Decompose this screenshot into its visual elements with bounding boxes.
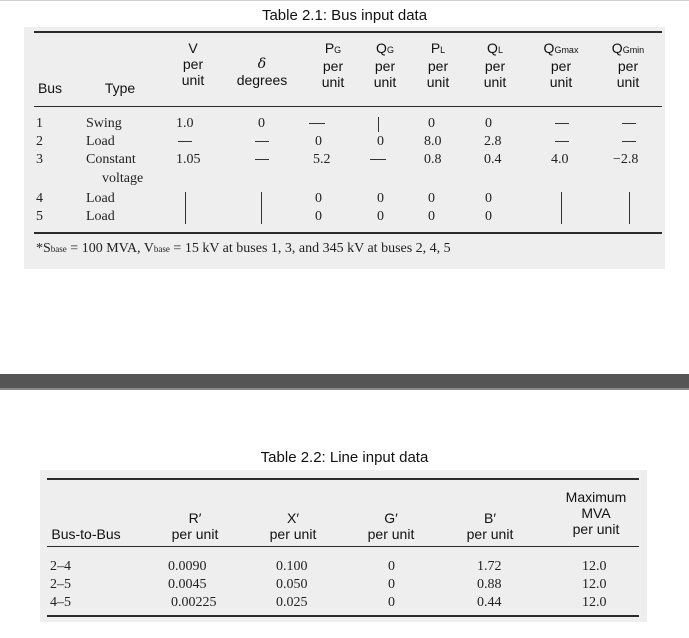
header-delta-symbol: δ	[257, 56, 267, 72]
table1-footnote: *Sbase = 100 MVA, Vbase = 15 kV at buses 1, 3, and 345 kV at buses 2, 4, 5	[36, 241, 451, 256]
cell-bus-to-bus: 2–5	[50, 577, 71, 592]
cell-bus: 2	[36, 134, 43, 149]
cell-type: Swing	[86, 116, 122, 131]
cell-pl: 0	[428, 191, 435, 206]
header-b-line2: per unit	[466, 526, 514, 542]
cell-delta-dash	[261, 192, 262, 224]
header-g-line2: per unit	[367, 526, 415, 542]
cell-v-dash	[185, 192, 186, 224]
cell-b: 1.72	[477, 559, 502, 574]
cell-qg-dash	[378, 117, 379, 132]
section-divider-edge	[0, 388, 689, 390]
header-ql	[472, 40, 518, 90]
cell-r: 0.00225	[171, 595, 217, 610]
cell-pg-dash	[309, 123, 325, 124]
cell-type: Constant	[86, 152, 136, 167]
cell-pg: 0	[315, 209, 322, 224]
cell-type: Load	[86, 209, 115, 224]
table1-bottom-rule	[34, 232, 662, 234]
header-bus: Bus	[37, 80, 63, 96]
cell-pl: 0.8	[424, 152, 442, 167]
cell-x: 0.025	[276, 595, 308, 610]
cell-qg: 0	[377, 191, 384, 206]
cell-v: 1.05	[176, 152, 201, 167]
header-pl-line2: unit	[426, 74, 450, 90]
header-max-mva	[556, 489, 636, 537]
header-delta	[230, 56, 294, 88]
cell-g: 0	[388, 559, 395, 574]
header-qg-symbol: QG	[376, 40, 394, 56]
cell-r: 0.0090	[168, 559, 207, 574]
header-qgmin-line2: unit	[616, 74, 640, 90]
cell-delta-dash	[255, 141, 269, 142]
cell-g: 0	[388, 577, 395, 592]
cell-g: 0	[388, 595, 395, 610]
cell-v: 1.0	[176, 116, 194, 131]
cell-type: Load	[86, 191, 115, 206]
cell-bus: 5	[36, 209, 43, 224]
header-r-line2: per unit	[171, 526, 219, 542]
header-pl	[416, 40, 460, 90]
header-qg-line2: unit	[373, 74, 397, 90]
table2-top-rule	[47, 478, 639, 480]
cell-qgmin-dash	[629, 192, 630, 224]
table1-top-rule	[34, 31, 662, 33]
header-mva-line0: Maximum	[565, 489, 627, 505]
header-qgmin-line1: per	[617, 58, 639, 74]
cell-mva: 12.0	[582, 595, 607, 610]
header-pg-symbol: PG	[324, 40, 342, 56]
table1-header-rule	[34, 106, 662, 107]
cell-r: 0.0045	[168, 577, 207, 592]
cell-bus: 4	[36, 191, 43, 206]
cell-qgmax-dash	[555, 141, 569, 142]
header-pg	[311, 40, 355, 90]
header-g	[356, 510, 426, 542]
header-v-symbol: V	[188, 40, 198, 56]
cell-x: 0.050	[276, 577, 308, 592]
header-qgmax-line1: per	[550, 58, 572, 74]
header-qgmin	[600, 40, 656, 90]
cell-pg: 0	[315, 134, 322, 149]
header-ql-line2: unit	[483, 74, 507, 90]
cell-x: 0.100	[276, 559, 308, 574]
cell-mva: 12.0	[582, 577, 607, 592]
header-qgmax-line2: unit	[549, 74, 573, 90]
header-type: Type	[104, 80, 136, 96]
cell-bus-to-bus: 2–4	[50, 559, 71, 574]
cell-qgmin-dash	[622, 141, 636, 142]
header-pl-symbol: PL	[430, 40, 446, 56]
header-v	[170, 40, 216, 88]
header-mva-line1: MVA	[581, 505, 611, 521]
cell-delta: 0	[258, 116, 265, 131]
header-r-symbol: R′	[188, 510, 202, 526]
header-x	[258, 510, 328, 542]
cell-pl: 0	[428, 209, 435, 224]
cell-qgmin: −2.8	[613, 152, 639, 167]
cell-pg: 0	[315, 191, 322, 206]
cell-ql: 0	[485, 191, 492, 206]
cell-b: 0.44	[477, 595, 502, 610]
cell-type-line2: voltage	[102, 171, 144, 186]
cell-bus: 1	[36, 116, 43, 131]
cell-pl: 8.0	[424, 134, 442, 149]
header-b-symbol: B′	[484, 510, 496, 526]
cell-ql: 0.4	[484, 152, 502, 167]
cell-pl: 0	[428, 116, 435, 131]
cell-type: Load	[86, 134, 115, 149]
header-v-line2: unit	[181, 72, 205, 88]
section-divider	[0, 374, 689, 388]
header-qgmin-symbol: QGmin	[611, 40, 645, 56]
cell-ql: 0	[485, 209, 492, 224]
header-g-symbol: G′	[384, 510, 398, 526]
cell-delta-dash	[255, 159, 269, 160]
cell-qg: 0	[377, 209, 384, 224]
header-qg	[362, 40, 408, 90]
cell-qgmax-dash	[561, 192, 562, 224]
header-ql-line1: per	[484, 58, 506, 74]
header-x-line2: per unit	[269, 526, 317, 542]
cell-qgmin-dash	[622, 123, 636, 124]
cell-qg: 0	[377, 134, 384, 149]
table1-caption: Table 2.1: Bus input data	[261, 7, 428, 24]
header-qg-line1: per	[374, 58, 396, 74]
cell-v-dash	[178, 141, 192, 142]
cell-pg: 5.2	[313, 152, 331, 167]
cell-qgmax-dash	[555, 123, 569, 124]
cell-b: 0.88	[477, 577, 502, 592]
table2-caption: Table 2.2: Line input data	[260, 449, 429, 466]
cell-qg-dash	[370, 159, 386, 160]
header-b	[455, 510, 525, 542]
cell-ql: 0	[485, 116, 492, 131]
cell-mva: 12.0	[582, 559, 607, 574]
header-r	[160, 510, 230, 542]
header-pg-line2: unit	[321, 74, 345, 90]
header-qgmax	[532, 40, 590, 90]
header-bus-to-bus: Bus-to-Bus	[51, 526, 121, 542]
cell-bus: 3	[36, 152, 43, 167]
header-qgmax-symbol: QGmax	[543, 40, 579, 56]
header-delta-line2: degrees	[236, 72, 288, 88]
table2-bottom-rule	[47, 615, 639, 617]
header-x-symbol: X′	[287, 510, 299, 526]
cell-bus-to-bus: 4–5	[50, 595, 71, 610]
top-border	[0, 0, 689, 1]
header-ql-symbol: QL	[487, 40, 503, 56]
cell-qgmax: 4.0	[551, 152, 569, 167]
header-v-line1: per	[182, 56, 204, 72]
header-mva-line2: per unit	[572, 521, 620, 537]
header-pg-line1: per	[322, 58, 344, 74]
header-pl-line1: per	[427, 58, 449, 74]
cell-ql: 2.8	[484, 134, 502, 149]
table2-header-rule	[47, 546, 639, 547]
